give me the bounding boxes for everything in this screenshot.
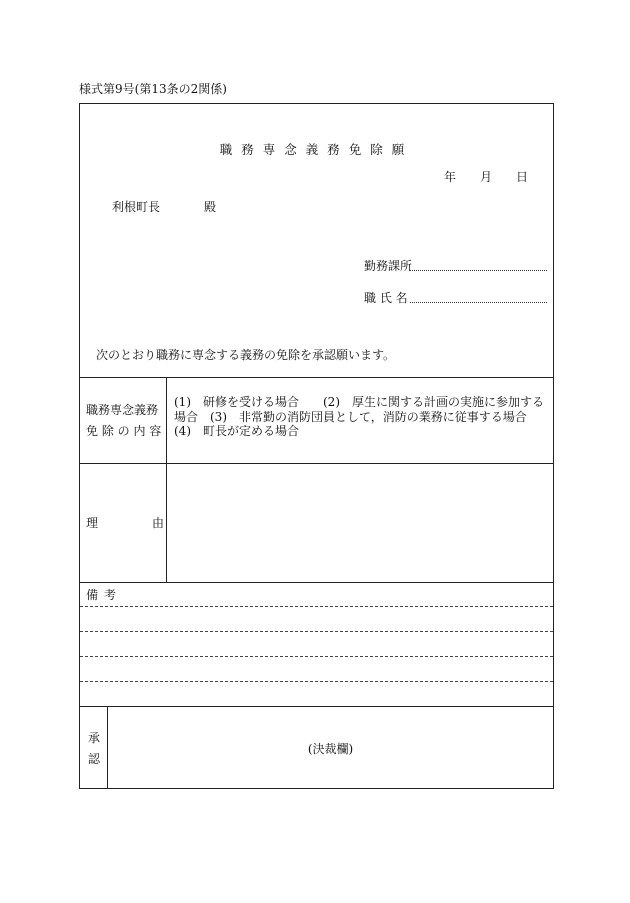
divider [80, 706, 553, 707]
remarks-line[interactable] [80, 656, 553, 657]
exemption-label-line2: 免 除 の 内 容 [86, 424, 162, 438]
reason-label-right: 由 [152, 516, 165, 530]
exemption-label-line1: 職務専念義務 [86, 403, 159, 417]
reason-field[interactable] [167, 464, 552, 581]
dept-row [364, 257, 412, 274]
exemption-items-text: (1) 研修を受ける場合 (2) 厚生に関する計画の実施に参加する場合 (3) 非常勤の消防団員として，消防の業務に従事する場合 [174, 395, 544, 424]
name-row [364, 289, 408, 306]
divider [80, 582, 553, 583]
reason-label-left: 理 [86, 516, 99, 530]
application-form [79, 103, 554, 789]
approval-label-line1: 承 [87, 731, 100, 745]
reason-label [86, 514, 165, 531]
dept-field[interactable] [410, 270, 547, 271]
remarks-line[interactable] [80, 681, 553, 682]
remarks-line[interactable] [80, 606, 553, 607]
exemption-item-4: (4) 町長が定める場合 [174, 424, 299, 438]
date-day-label: 日 [516, 170, 529, 184]
addressee-honorific: 殿 [204, 200, 217, 214]
remarks-line[interactable] [80, 631, 553, 632]
approval-label-line2: 認 [87, 752, 100, 766]
date-year-label: 年 [444, 170, 457, 184]
name-label: 職 氏 名 [364, 291, 408, 305]
addressee-name: 利根町長 [112, 200, 161, 214]
approval-label [86, 728, 102, 770]
divider [80, 377, 553, 378]
exemption-label [86, 400, 161, 442]
dept-label: 勤務課所 [364, 259, 413, 273]
addressee [112, 198, 217, 215]
approval-area: (決裁欄) [307, 742, 354, 756]
name-field[interactable] [410, 302, 547, 303]
date-month-label: 月 [480, 170, 493, 184]
form-title: 職務専念義務免除願 [219, 142, 414, 157]
remarks-label: 備考 [86, 588, 123, 602]
request-statement: 次のとおり職務に専念する義務の免除を承認願います。 [96, 348, 396, 362]
exemption-items [174, 395, 550, 439]
form-number: 様式第9号(第13条の2関係) [79, 82, 227, 96]
